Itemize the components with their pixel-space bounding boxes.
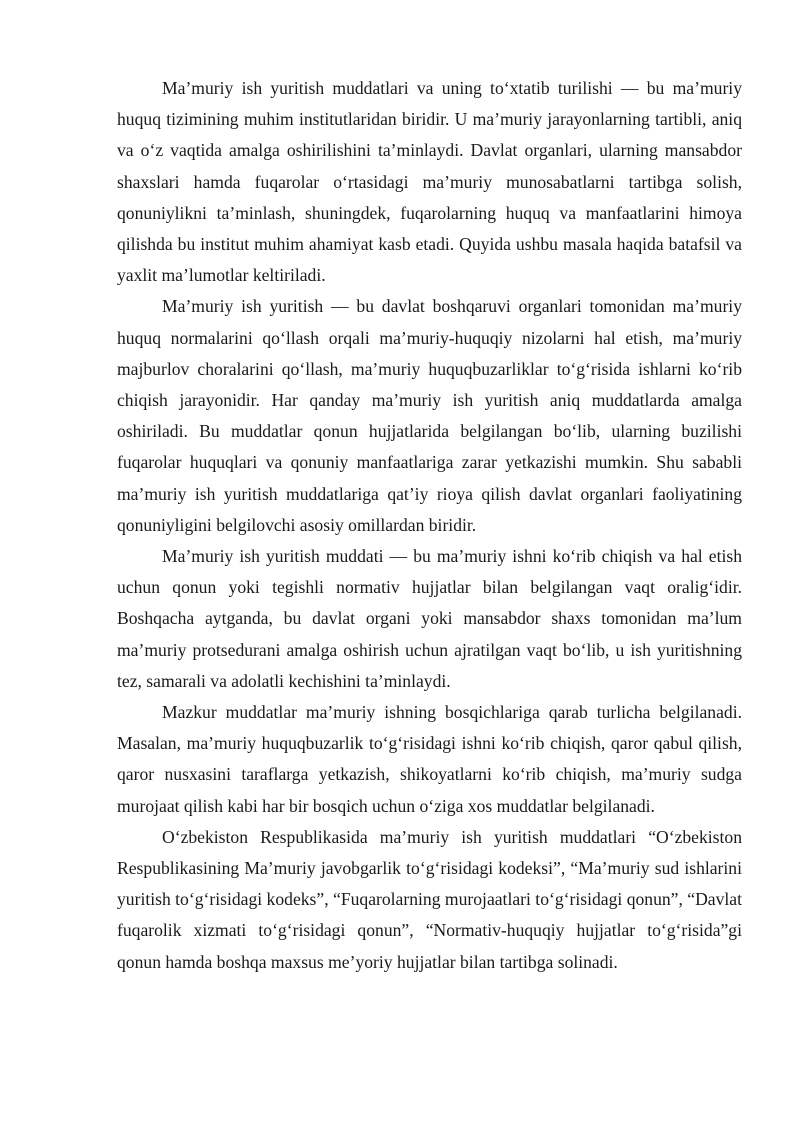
paragraph-5: O‘zbekiston Respublikasida ma’muriy ish yuritish muddatlari “O‘zbekiston Respublikasining Ma’muriy javobgarlik to‘g‘risidagi kodeksi”, “Ma’muriy sud ishlarini yuritish to‘g‘risidagi kodeks”, “Fuqarolarning murojaatlari to‘g‘risidagi qonun”, “Davlat fuqarolik xizmati to‘g‘risidagi qonun”, “Normativ-huquqiy hujjatlar to‘g‘risida”gi qonun hamda boshqa maxsus me’yoriy hujjatlar bilan tartibga solinadi.: [117, 826, 742, 972]
paragraph-1: Ma’muriy ish yuritish muddatlari va uning to‘xtatib turilishi — bu ma’muriy huquq tizimining muhim institutlaridan biridir. U ma’muriy jarayonlarning tartibli, aniq va o‘z vaqtida amalga oshirilishini ta’minlaydi. Davlat organlari, ularning mansabdor shaxslari hamda fuqarolar o‘rtasidagi ma’muriy munosabatlarni tartibga solish, qonuniylikni ta’minlash, shuningdek, fuqarolarning huquq va manfaatlarini himoya qilishda bu institut muhim ahamiyat kasb etadi. Quyida ushbu masala haqida batafsil va yaxlit ma’lumotlar keltiriladi.: [117, 78, 742, 286]
paragraph-3: Ma’muriy ish yuritish muddati — bu ma’muriy ishni ko‘rib chiqish va hal etish uchun qonun yoki tegishli normativ hujjatlar bilan belgilangan vaqt oralig‘idir. Boshqacha aytganda, bu davlat organi yoki mansabdor shaxs tomonidan ma’lum ma’muriy protsedurani amalga oshirish uchun ajratilgan vaqt bo‘lib, u ish yuritishning tez, samarali va adolatli kechishini ta’minlaydi.: [117, 546, 742, 691]
document-page: [117, 73, 742, 978]
paragraph-4: Mazkur muddatlar ma’muriy ishning bosqichlariga qarab turlicha belgilanadi. Masalan, ma’muriy huquqbuzarlik to‘g‘risidagi ishni ko‘rib chiqish, qaror qabul qilish, qaror nusxasini taraflarga yetkazish, shikoyatlarni ko‘rib chiqish, ma’muriy sudga murojaat qilish kabi har bir bosqich uchun o‘ziga xos muddatlar belgilanadi.: [117, 702, 742, 816]
paragraph-2: Ma’muriy ish yuritish — bu davlat boshqaruvi organlari tomonidan ma’muriy huquq normalarini qo‘llash orqali ma’muriy-huquqiy nizolarni hal etish, ma’muriy majburlov choralarini qo‘llash, ma’muriy huquqbuzarliklar to‘g‘risida ishlarni ko‘rib chiqish jarayonidir. Har qanday ma’muriy ish yuritish aniq muddatlarda amalga oshiriladi. Bu muddatlar qonun hujjatlarida belgilangan bo‘lib, ularning buzilishi fuqarolar huquqlari va qonuniy manfaatlariga zarar yetkazishi mumkin. Shu sababli ma’muriy ish yuritish muddatlariga qat’iy rioya qilish davlat organlari faoliyatining qonuniyligini belgilovchi asosiy omillardan biridir.: [117, 296, 742, 535]
